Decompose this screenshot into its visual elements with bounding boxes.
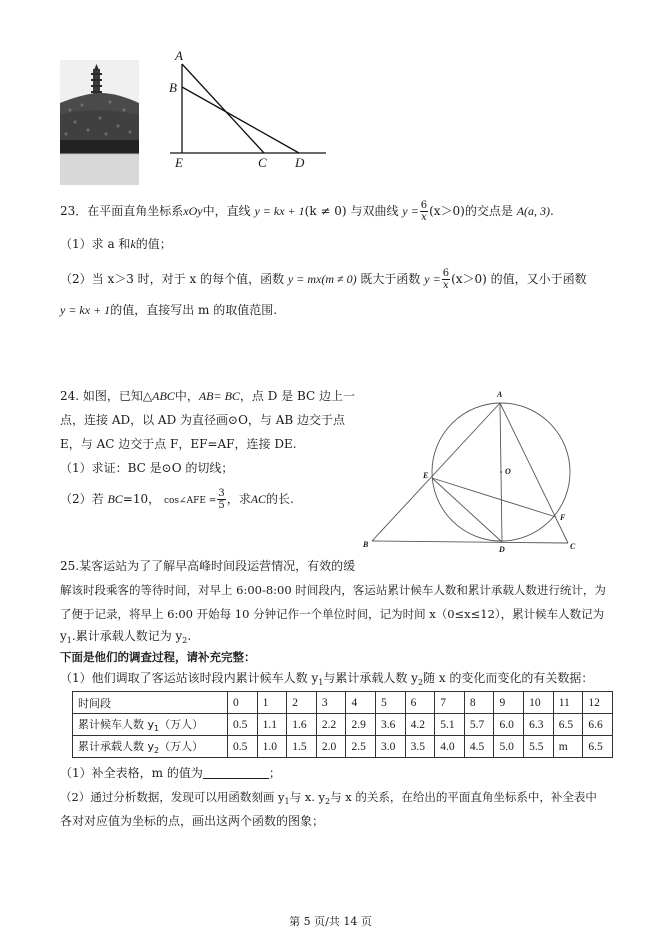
table-cell: 3 [316,692,346,714]
q25-text: （1）补全表格，m 的值为 [60,766,203,780]
geometry-figure-abcde [160,45,340,175]
q25-sub2 [60,789,597,810]
q25-text: 随 x 的变化而变化的有关数据： [423,671,594,685]
table-cell: 2.2 [316,714,346,736]
page-footer: 第 5 页/共 14 页 [289,915,372,928]
table-cell: 6.3 [524,714,554,736]
table-cell: 5 [376,692,406,714]
table-cell: 11 [553,692,583,714]
q24-text: =10， [122,492,161,506]
table-cell: 10 [524,692,554,714]
pagoda-hill-image-icon [60,60,139,185]
table-cell: 6.6 [583,714,613,736]
table-cell: 4.0 [435,736,465,758]
q23-text: ．在平面直角坐标系 [75,204,184,218]
circle-label-o: O [505,467,511,476]
seg-bc: BC [107,492,123,506]
q25-line4 [60,628,191,649]
line-equation: y = kx + 1 [60,303,111,317]
q23-part2-line2 [60,302,277,318]
q24-text: ，求 [226,492,251,506]
q25-text: （1）他们调取了客运站该时段内累计候车人数 y [60,671,319,685]
q23-period: . [550,204,554,218]
q25-line3: 了便于记录，将早上 6:00 开始每 10 分钟记作一个单位时间，记为时间 x（0≤x≤12），累计候车人数记为 [60,607,605,621]
seg-ac: AC [250,492,267,506]
q25-text: （2）通过分析数据，发现可以用函数刻画 y [60,790,285,804]
table-cell: 5.5 [524,736,554,758]
q23-stem [60,200,554,223]
circle-label-a: A [497,390,503,399]
q24-text: （2）若 [60,492,104,506]
table-cell: 3.6 [376,714,406,736]
q24-text: 的长. [266,492,294,506]
q24-line2: 点，连接 AD，以 AD 为直径画⊙O，与 AB 边交于点 [60,413,346,427]
subscript: 2 [182,636,188,645]
circle-geometry-figure [360,390,590,560]
x-condition: (x＞0) [451,272,487,286]
q24-part2 [60,488,294,511]
table-cell: 5.1 [435,714,465,736]
table-cell: 6.0 [494,714,524,736]
row-header-y2 [73,736,228,758]
table-cell: 4.2 [405,714,435,736]
q23-text: 中，直线 [202,204,251,218]
table-cell: 8 [464,692,494,714]
table-cell: 12 [583,692,613,714]
q25-text: ； [268,766,281,780]
table-cell: 6.5 [583,736,613,758]
table-cell: 0.5 [228,736,258,758]
table-cell: 1 [257,692,287,714]
subscript: 1 [154,724,160,733]
subscript: 2 [154,746,160,755]
q24-text: 24. 如图，已知△ [60,389,153,403]
table-cell: 2.5 [346,736,376,758]
question-number: 23 [60,204,76,218]
part-label: （2） [60,272,92,286]
q23-part1 [60,236,172,252]
row-header-time: 时间段 [73,692,228,714]
fraction-6-over-x [420,200,428,223]
label-unit: （万人） [159,718,204,731]
part2-text: 既大于函数 [360,272,421,286]
circle-label-f: F [560,513,566,522]
table-row-y2 [73,736,613,758]
hyperbola-lhs: y = [402,204,419,218]
frac-den: 5 [218,500,225,511]
table-cell: 2.9 [346,714,376,736]
table-cell: 1.5 [287,736,317,758]
fraction-3-over-5 [217,488,225,511]
q24-part1: （1）求证：BC 是⊙O 的切线； [60,461,234,475]
point-a: A(a, 3) [516,204,551,218]
point-label-c: C [258,155,267,170]
table-cell-m: m [553,736,583,758]
q25-sub1 [60,765,281,781]
circle-label-e: E [423,471,429,480]
table-cell: 3.5 [405,736,435,758]
function-mx: y = mx(m ≠ 0) [287,272,357,286]
line-equation: y = kx + 1 [254,204,305,218]
table-cell: 5.0 [494,736,524,758]
table-cell: 9 [494,692,524,714]
table-row-y1 [73,714,613,736]
table-cell: 1.6 [287,714,317,736]
q24-text: ，点 D 是 BC 边上一 [239,389,356,403]
q25-bold-intro: 下面是他们的调查过程，请补充完整： [60,650,256,664]
q25-line1: 25.某客运站为了了解早高峰时间段运营情况，有效的缓 [60,559,356,573]
q25-step1 [60,670,593,691]
table-cell: 6.5 [553,714,583,736]
ab-eq-bc: AB= BC [198,389,240,403]
cos-afe: cos∠AFE = [163,496,217,506]
table-cell: 5.7 [464,714,494,736]
frac-den: x [421,212,427,223]
q23-text: 与双曲线 [350,204,399,218]
fraction-6-over-x [442,268,450,291]
data-table [72,691,613,758]
x-condition: (x＞0) [429,204,465,218]
circle-label-b: B [363,540,369,549]
part2-text: 的值，直接写出 m 的取值范围. [110,303,278,317]
frac-den: x [443,280,449,291]
table-cell: 2.0 [316,736,346,758]
hyperbola-lhs: y = [424,272,441,286]
k-condition: (k ≠ 0) [304,204,347,218]
point-label-b: B [169,80,177,95]
label-unit: （万人） [159,740,204,753]
circle-label-d: D [499,545,505,554]
q23-text: 的交点是 [464,204,513,218]
table-cell: 1.1 [257,714,287,736]
q25-sub2-line2: 各对对应值为坐标的点，画出这两个函数的图象； [60,814,325,828]
point-label-e: E [175,155,183,170]
table-cell: 0.5 [228,714,258,736]
subscript: 2 [417,678,424,687]
q25-text: 与 x 的关系，在给出的平面直角坐标系中，补全表中 [330,790,597,804]
q23-part2 [60,268,587,291]
frac-num: 3 [218,488,225,499]
row-header-y1 [73,714,228,736]
q25-line2: 解该时段乘客的等待时间，对早上 6:00-8:00 时间段内，客运站累计候车人数和累计承载人数进行统计，为 [60,583,606,597]
frac-num: 6 [442,268,450,279]
table-cell: 4.5 [464,736,494,758]
part1-text: 的值； [135,237,172,251]
part2-text: 当 x＞3 时，对于 x 的每个值，函数 [91,272,285,286]
q25-text: .累计承载人数记为 y [71,629,183,643]
table-cell: 0 [228,692,258,714]
subscript: 2 [325,797,331,806]
subscript: 1 [284,797,290,806]
q24-line3: E，与 AC 边交于点 F，EF=AF，连接 DE. [60,437,297,451]
q25-text: y [60,629,67,643]
triangle-abc: ABC [152,389,175,403]
table-cell: 2 [287,692,317,714]
q24-line1 [60,388,355,404]
q24-text: 中， [174,389,199,403]
label-text: 累计承载人数 y [78,740,155,753]
circle-label-c: C [570,542,576,551]
answer-blank[interactable] [203,766,269,779]
q25-text: . [187,629,192,643]
subscript: 1 [66,636,72,645]
point-label-a: A [175,48,183,63]
pagoda-photo [60,60,139,185]
coord-system: xOy [183,204,203,218]
point-label-d: D [295,155,305,170]
part1-text: 求 a 和 [91,237,131,251]
table-row-time [73,692,613,714]
q25-text: 与累计承载人数 y [323,671,418,685]
table-cell: 7 [435,692,465,714]
table-cell: 4 [346,692,376,714]
table-cell: 6 [405,692,435,714]
table-cell: 1.0 [257,736,287,758]
frac-num: 6 [420,200,428,211]
label-text: 累计候车人数 y [78,718,155,731]
q25-text: 与 x. y [289,790,326,804]
subscript: 1 [318,678,324,687]
var-k: k [130,237,136,251]
part-label: （1） [60,237,92,251]
part2-text: 的值，又小于函数 [490,272,587,286]
table-cell: 3.0 [376,736,406,758]
